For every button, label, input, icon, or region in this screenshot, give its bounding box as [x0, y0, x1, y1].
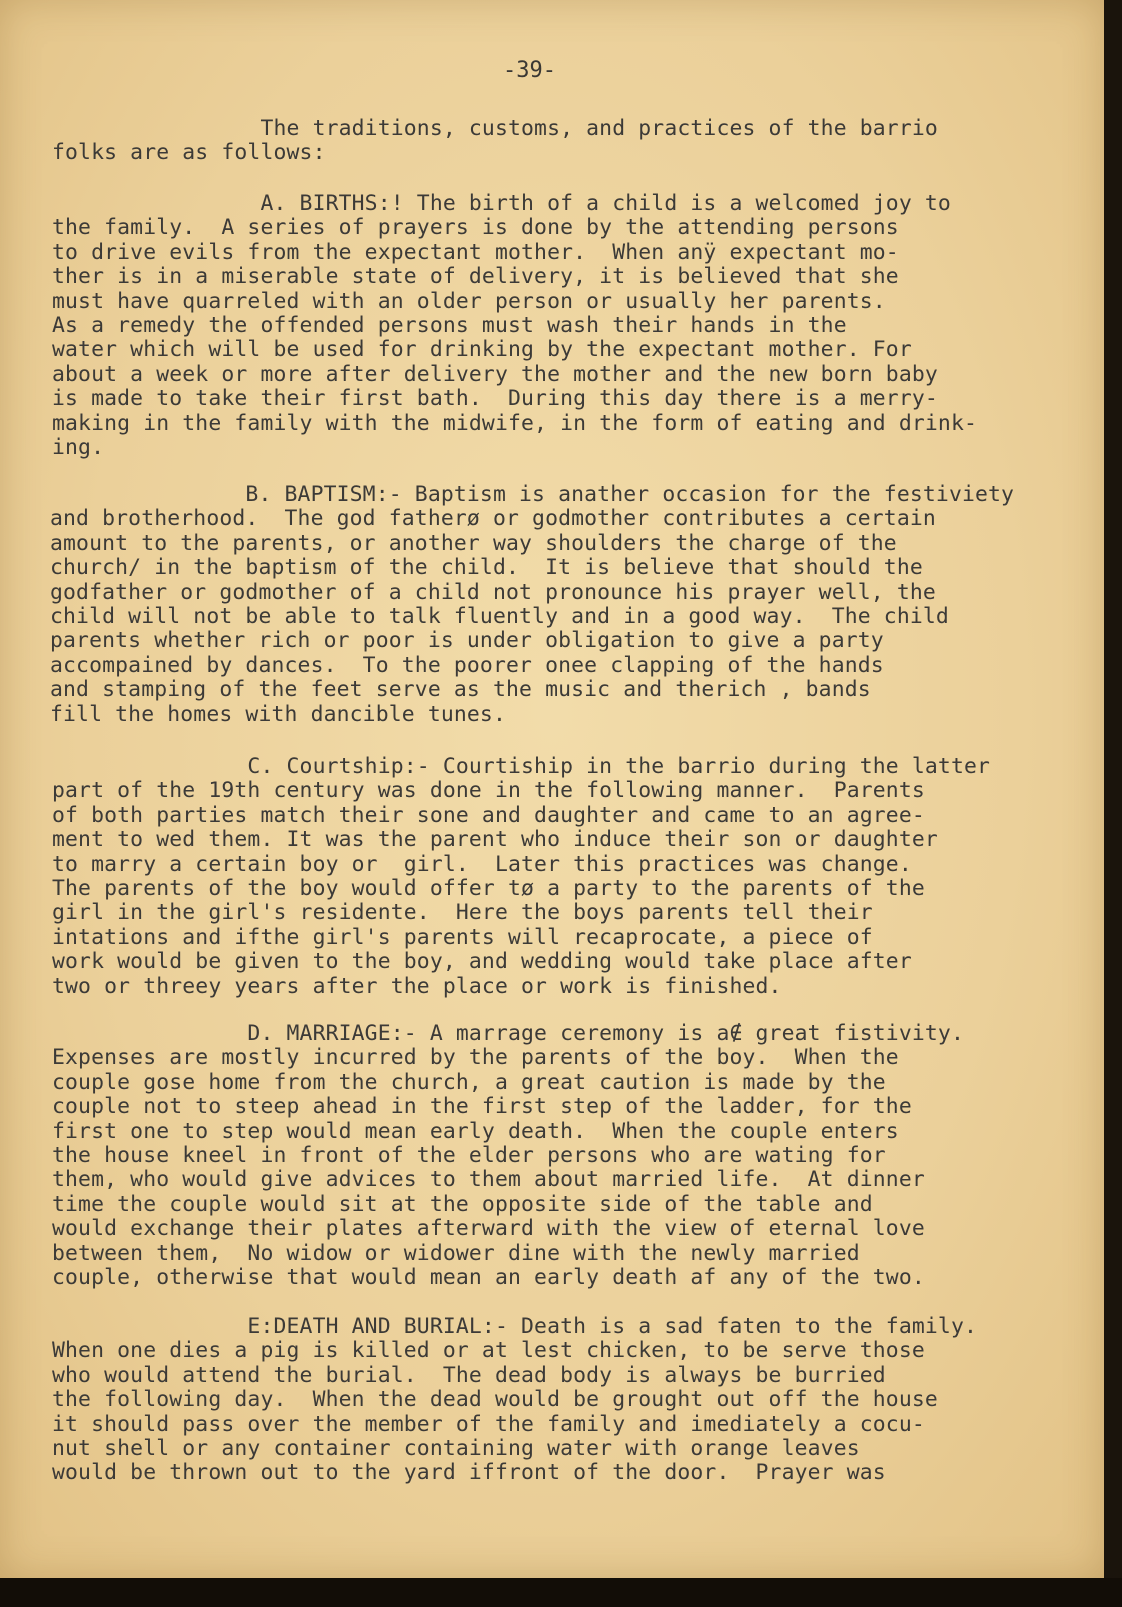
baptism-line: and brotherhood. The god fatherø or godmother contributes a certain — [50, 506, 936, 532]
births-line: must have quarreled with an older person or usually her parents. — [52, 288, 886, 314]
death-line: it should pass over the member of the family and imediately a cocu- — [52, 1411, 925, 1437]
marriage-line: them, who would give advices to them about married life. At dinner — [52, 1167, 925, 1193]
intro-line: The traditions, customs, and practices of the barrio — [52, 116, 938, 141]
marriage-line: would exchange their plates afterward with the view of eternal love — [52, 1216, 925, 1242]
courtship-line: C. Courtship:- Courtiship in the barrio during the latter — [52, 754, 991, 779]
marriage-line: couple not to steep ahead in the first step of the ladder, for the — [52, 1094, 912, 1120]
baptism-line: amount to the parents, or another way shoulders the charge of the — [50, 530, 897, 556]
scan-bottom-edge — [0, 1578, 1122, 1607]
marriage-line: time the couple would sit at the opposite side of the table and — [52, 1191, 873, 1217]
courtship-line: The parents of the boy would offer tø a party to the parents of the — [52, 876, 925, 901]
marriage-line: between them, No widow or widower dine with the newly married — [52, 1240, 860, 1266]
marriage-line: D. MARRIAGE:- A marrage ceremony is a∉ great fistivity. — [52, 1021, 964, 1046]
death-line: When one dies a pig is killed or at lest chicken, to be serve those — [52, 1338, 925, 1364]
death-line: E:DEATH AND BURIAL:- Death is a sad faten to the family. — [52, 1314, 978, 1339]
marriage-line: first one to step would mean early death. When the couple enters — [52, 1118, 899, 1144]
births-line: about a week or more after delivery the mother and the new born baby — [52, 361, 938, 387]
births-line: As a remedy the offended persons must wash their hands in the — [52, 313, 847, 338]
page-number: -39- — [503, 58, 556, 83]
births-line: making in the family with the midwife, in the form of eating and drink- — [52, 410, 978, 436]
births-line: the family. A series of prayers is done by the attending persons — [52, 215, 899, 241]
marriage-line: the house kneel in front of the elder persons who are wating for — [52, 1143, 886, 1168]
death-line: nut shell or any container containing water with orange leaves — [52, 1436, 860, 1461]
death-line: would be thrown out to the yard iffront of the door. Prayer was — [52, 1460, 886, 1486]
courtship-line: two or threey years after the place or work is finished. — [52, 973, 782, 999]
courtship-line: work would be given to the boy, and wedding would take place after — [52, 949, 912, 975]
baptism-line: and stamping of the feet serve as the music and therich , bands — [50, 677, 871, 703]
death-line: who would attend the burial. The dead body is always be burried — [52, 1362, 886, 1388]
courtship-line: intations and ifthe girl's parents will recaprocate, a piece of — [52, 924, 873, 950]
births-line: A. BIRTHS:! The birth of a child is a welcomed joy to — [52, 191, 951, 216]
intro-line: folks are as follows: — [52, 140, 326, 166]
births-line: ther is in a miserable state of delivery, it is believed that she — [52, 264, 899, 290]
marriage-line: Expenses are mostly incurred by the parents of the boy. When the — [52, 1045, 899, 1071]
births-line: is made to take their first bath. During this day there is a merry- — [52, 386, 938, 412]
baptism-line: fill the homes with dancible tunes. — [50, 701, 506, 727]
baptism-line: godfather or godmother of a child not pronounce his prayer well, the — [50, 579, 936, 605]
baptism-line: parents whether rich or poor is under obligation to give a party — [50, 628, 884, 654]
baptism-line: child will not be able to talk fluently and in a good way. The child — [50, 604, 949, 629]
births-line: to drive evils from the expectant mother. When anÿ expectant mo- — [52, 239, 899, 265]
baptism-line: church/ in the baptism of the child. It is believe that should the — [50, 555, 923, 581]
death-line: the following day. When the dead would be grought out off the house — [52, 1387, 938, 1413]
marriage-line: couple gose home from the church, a great caution is made by the — [52, 1069, 886, 1095]
baptism-line: accompained by dances. To the poorer onee clapping of the hands — [50, 652, 884, 678]
baptism-line: B. BAPTISM:- Baptism is anather occasion for the festiviety — [50, 482, 1015, 507]
courtship-line: to marry a certain boy or girl. Later this practices was change. — [52, 851, 912, 877]
births-line: water which will be used for drinking by the expectant mother. For — [52, 337, 912, 363]
marriage-line: couple, otherwise that would mean an early death af any of the two. — [52, 1265, 925, 1290]
courtship-line: of both parties match their sone and daughter and came to an agree- — [52, 802, 925, 828]
births-line: ing. — [52, 435, 105, 460]
courtship-line: part of the 19th century was done in the following manner. Parents — [52, 778, 925, 804]
courtship-line: ment to wed them. It was the parent who induce their son or daughter — [52, 827, 938, 853]
courtship-line: girl in the girl's residente. Here the boys parents tell their — [52, 900, 873, 926]
